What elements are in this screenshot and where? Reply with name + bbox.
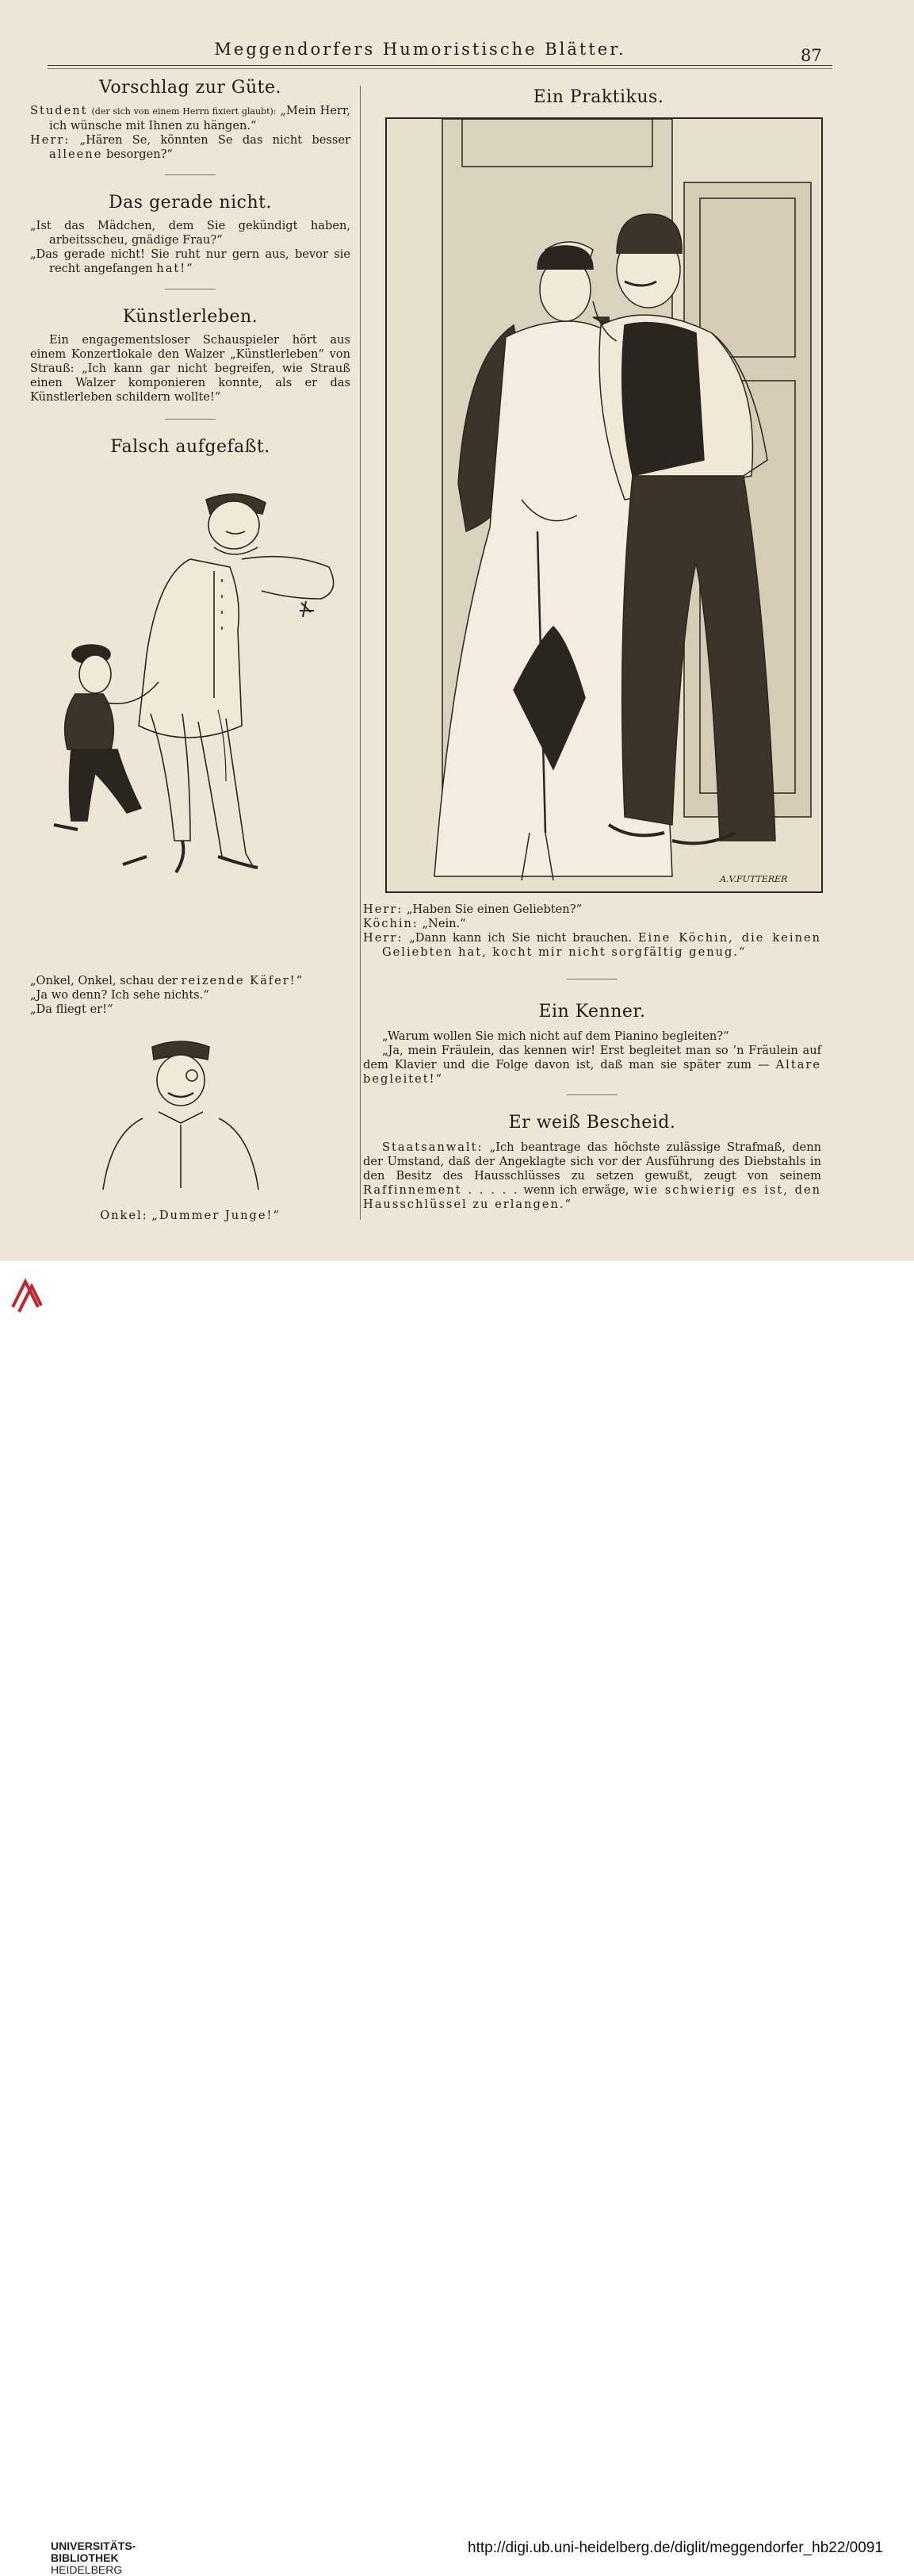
section-title: Das gerade nicht. xyxy=(109,193,272,213)
anecdote-paragraph: Ein engagementsloser Schauspieler hört aus einem Konzertlokale den Walzer „Künstlerleben“ von Strauß: „Ich kann gar nicht begreifen, wie Strauß einen Walzer komponieren konnte, als er das Künstlerleben schildern wollte!“ xyxy=(30,333,350,404)
right-column-title xyxy=(373,87,824,107)
artist-signature: A.V.FUTTERER xyxy=(720,874,788,884)
left-final-caption xyxy=(30,1209,350,1223)
section-title: Vorschlag zur Güte. xyxy=(98,78,281,98)
header-rule-thin xyxy=(48,68,832,69)
dialogue-line: Köchin: „Nein.“ xyxy=(363,917,466,930)
section-title: Ein Praktikus. xyxy=(533,87,664,107)
caption-line: „Onkel, Onkel, schau der reizende Käfer!“ xyxy=(30,974,304,987)
dialogue-line: Herr: „Dann kann ich Sie nicht brauchen. Eine Köchin, die keinen Geliebten hat, kocht mir nicht sorgfältig genug.“ xyxy=(363,931,821,959)
dialogue-line: „Warum wollen Sie mich nicht auf dem Pianino begleiten?“ xyxy=(382,1029,729,1043)
left-column xyxy=(30,78,350,457)
library-line: BIBLIOTHEK xyxy=(51,2551,119,2564)
library-name xyxy=(51,2540,136,2576)
header-rule xyxy=(48,65,832,66)
dialogue-line: „Ja, mein Fräulein, das kennen wir! Erst begleitet man so ’n Fräulein auf dem Klavier und die Folge davon ist, daß man sie später zum — Altare begleitet!“ xyxy=(363,1044,822,1086)
dialogue-line: Student (der sich von einem Herrn fixiert glaubt): „Mein Herr, ich wünsche mit Ihnen zu hängen.“ xyxy=(30,104,351,132)
illustration-frame xyxy=(385,117,823,893)
page-number: 87 xyxy=(801,46,822,65)
page-header-title: Meggendorfers Humoristische Blätter. xyxy=(214,40,626,59)
section-title: Künstlerleben. xyxy=(122,307,258,327)
logo-mark xyxy=(13,1282,41,1312)
column-divider xyxy=(360,86,361,1220)
caption-line: „Ja wo denn? Ich sehe nichts.“ xyxy=(30,988,209,1002)
footer-bar xyxy=(0,1261,914,2576)
illustration-officer-with-monocle xyxy=(95,1031,270,1198)
section-title: Falsch aufgefaßt. xyxy=(110,437,270,457)
right-column-text xyxy=(363,903,821,1212)
source-url-link[interactable]: http://digi.ub.uni-heidelberg.de/diglit/meggendorfer_hb22/0091 xyxy=(468,2540,883,2556)
illustration-maid-and-gentleman xyxy=(387,119,821,891)
library-line: UNIVERSITÄTS- xyxy=(51,2540,136,2552)
dialogue-line: „Das gerade nicht! Sie ruht nur gern aus, bevor sie recht angefangen hat!“ xyxy=(30,247,350,275)
library-logo-icon xyxy=(10,1275,44,1315)
dialogue-line: „Ist das Mädchen, dem Sie gekündigt haben, arbeitsscheu, gnädige Frau?“ xyxy=(30,219,350,247)
library-line: HEIDELBERG xyxy=(51,2563,123,2576)
dialogue-line: Herr: „Hären Se, könnten Se das nicht besser alleene besorgen?“ xyxy=(30,133,350,161)
left-caption-block xyxy=(30,974,350,1017)
illustration-officer-and-boy xyxy=(48,484,349,960)
section-title: Ein Kenner. xyxy=(538,1002,646,1022)
dialogue-line: Herr: „Haben Sie einen Geliebten?“ xyxy=(363,903,582,916)
caption-line: Onkel: „Dummer Junge!“ xyxy=(100,1209,281,1222)
scanned-page xyxy=(0,0,914,1261)
section-title: Er weiß Bescheid. xyxy=(508,1113,676,1133)
anecdote-paragraph: Staatsanwalt: „Ich beantrage das höchste zulässige Strafmaß, denn der Umstand, daß der Angeklagte sich vor der Ausführung des Diebstahls in den Besitz des Hausschlüsses zu setzen gewußt, zeugt von seinem Raffinnement . . . . . wenn ich erwäge, wie schwierig es ist, den Hausschlüssel zu erlangen.“ xyxy=(363,1140,821,1211)
caption-line: „Da fliegt er!“ xyxy=(30,1002,113,1016)
